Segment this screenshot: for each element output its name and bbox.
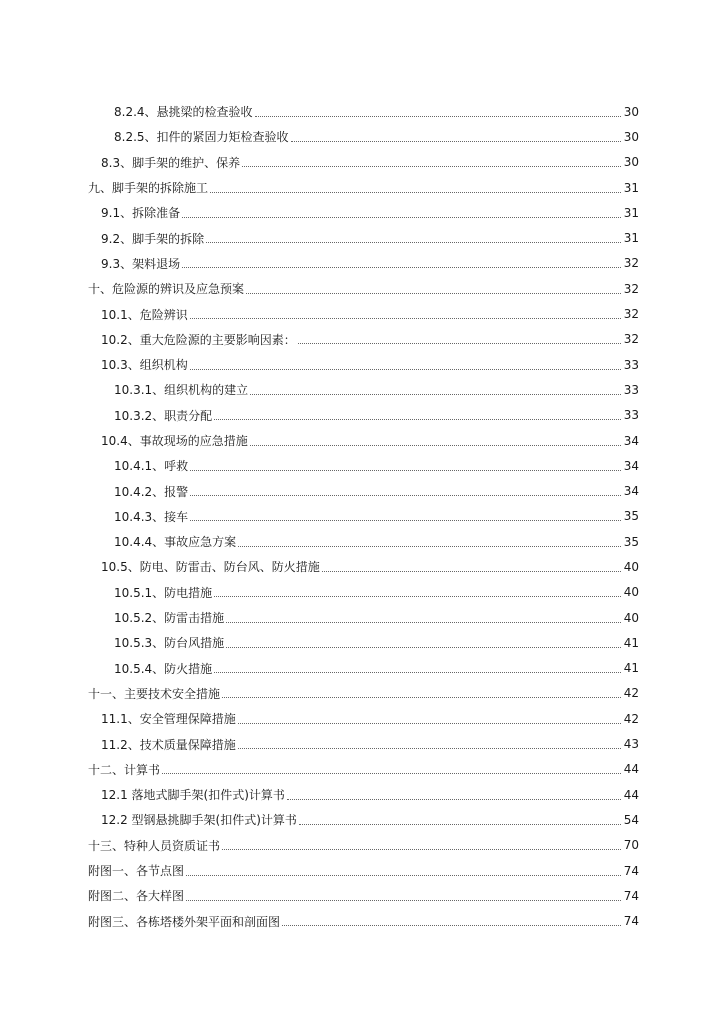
toc-entry[interactable] (0, 175, 639, 200)
toc-entry[interactable] (0, 909, 639, 934)
toc-entry[interactable] (0, 883, 639, 908)
dot-leader (299, 824, 621, 825)
toc-entry-page-number: 32 (623, 307, 639, 322)
dot-leader (186, 900, 621, 901)
toc-entry[interactable] (0, 124, 639, 149)
toc-entry-title: 9.3、架料退场 (101, 256, 181, 271)
dot-leader (298, 343, 621, 344)
toc-entry[interactable] (0, 200, 639, 225)
toc-entry[interactable] (0, 301, 639, 326)
dot-leader (214, 419, 621, 420)
dot-leader (182, 217, 621, 218)
toc-entry-title: 十三、特种人员资质证书 (88, 838, 221, 853)
dot-leader (222, 697, 621, 698)
toc-entry-page-number: 34 (623, 433, 639, 448)
dot-leader (250, 445, 621, 446)
toc-entry-page-number: 31 (623, 180, 639, 195)
dot-leader (186, 875, 621, 876)
dot-leader (287, 799, 621, 800)
toc-entry-title: 10.5、防电、防雷击、防台风、防火措施 (101, 560, 320, 575)
dot-leader (214, 672, 621, 673)
toc-entry-title: 8.2.4、悬挑梁的检查验收 (114, 105, 253, 120)
toc-entry-title: 11.2、技术质量保障措施 (101, 737, 236, 752)
dot-leader (238, 748, 621, 749)
toc-entry[interactable] (0, 630, 639, 655)
toc-entry-title: 8.2.5、扣件的紧固力矩检查验收 (114, 130, 289, 145)
toc-entry-title: 10.3、组织机构 (101, 358, 188, 373)
toc-entry-page-number: 35 (623, 534, 639, 549)
dot-leader (246, 293, 621, 294)
toc-entry-page-number: 33 (623, 408, 639, 423)
toc-entry-page-number: 40 (623, 585, 639, 600)
toc-entry-page-number: 44 (623, 787, 639, 802)
toc-entry-title: 十一、主要技术安全措施 (88, 686, 221, 701)
dot-leader (226, 622, 621, 623)
toc-entry[interactable] (0, 605, 639, 630)
toc-entry-page-number: 30 (623, 129, 639, 144)
dot-leader (182, 267, 621, 268)
toc-entry-title: 12.2 型钢悬挑脚手架(扣件式)计算书 (101, 813, 297, 828)
toc-entry-title: 10.4.3、接车 (114, 509, 189, 524)
dot-leader (162, 773, 621, 774)
toc-entry-title: 10.5.4、防火措施 (114, 661, 213, 676)
dot-leader (190, 470, 621, 471)
dot-leader (222, 849, 621, 850)
toc-entry[interactable] (0, 554, 639, 579)
toc-entry[interactable] (0, 580, 639, 605)
toc-entry-page-number: 34 (623, 484, 639, 499)
toc-entry[interactable] (0, 504, 639, 529)
dot-leader (190, 369, 621, 370)
toc-entry-title: 10.4、事故现场的应急措施 (101, 434, 248, 448)
toc-entry-page-number: 74 (623, 914, 639, 929)
toc-entry-page-number: 41 (623, 661, 639, 676)
dot-leader (238, 546, 621, 547)
toc-entry[interactable] (0, 428, 639, 453)
toc-entry[interactable] (0, 478, 639, 503)
toc-entry-page-number: 40 (623, 559, 639, 574)
toc-entry-title: 9.2、脚手架的拆除 (101, 231, 205, 246)
toc-entry-title: 11.1、安全管理保障措施 (101, 712, 236, 727)
toc-entry-title: 10.4.2、报警 (114, 484, 189, 499)
dot-leader (250, 394, 621, 395)
dot-leader (190, 318, 621, 319)
toc-entry-title: 10.1、危险辨识 (101, 307, 188, 322)
toc-entry-page-number: 74 (623, 863, 639, 878)
toc-entry-title: 9.1、拆除准备 (101, 206, 181, 221)
toc-entry-title: 10.4.4、事故应急方案 (114, 535, 237, 550)
toc-entry[interactable] (0, 731, 639, 756)
toc-entry-page-number: 31 (623, 231, 639, 246)
toc-entry-page-number: 42 (623, 686, 639, 701)
toc-entry-title: 12.1 落地式脚手架(扣件式)计算书 (101, 788, 285, 803)
dot-leader (282, 925, 621, 926)
toc-entry[interactable] (0, 225, 639, 250)
toc-entry[interactable] (0, 706, 639, 731)
dot-leader (238, 723, 621, 724)
toc-entry-title: 10.5.2、防雷击措施 (114, 611, 225, 626)
dot-leader (322, 571, 621, 572)
toc-entry-page-number: 35 (623, 509, 639, 524)
dot-leader (206, 242, 621, 243)
toc-entry[interactable] (0, 681, 639, 706)
toc-entry[interactable] (0, 327, 639, 352)
toc-entry-page-number: 31 (623, 205, 639, 220)
dot-leader (190, 520, 621, 521)
toc-entry-page-number: 40 (623, 610, 639, 625)
toc-entry-title: 10.5.1、防电措施 (114, 585, 213, 600)
toc-entry-title: 附图一、各节点图 (88, 864, 185, 879)
dot-leader (214, 596, 621, 597)
dot-leader (190, 495, 621, 496)
toc-entry[interactable] (0, 150, 639, 175)
toc-entry-page-number: 54 (623, 812, 639, 827)
dot-leader (226, 647, 621, 648)
toc-entry[interactable] (0, 782, 639, 807)
toc-entry-title: 九、脚手架的拆除施工 (88, 181, 209, 196)
toc-entry-title: 十二、计算书 (88, 762, 161, 777)
toc-entry-title: 10.4.1、呼救 (114, 459, 189, 474)
dot-leader (291, 141, 621, 142)
toc-entry-page-number: 33 (623, 382, 639, 397)
toc-entry[interactable] (0, 403, 639, 428)
dot-leader (255, 116, 621, 117)
toc-entry-page-number: 43 (623, 737, 639, 752)
toc-entry-title: 附图三、各栋塔楼外架平面和剖面图 (88, 914, 281, 929)
toc-entry-title: 8.3、脚手架的维护、保养 (101, 155, 241, 170)
toc-entry[interactable] (0, 453, 639, 478)
toc-entry-page-number: 32 (623, 281, 639, 296)
toc-entry[interactable] (0, 807, 639, 832)
toc-entry-page-number: 30 (623, 155, 639, 170)
toc-entry-page-number: 30 (623, 104, 639, 119)
toc-entry[interactable] (0, 833, 639, 858)
toc-entry-title: 10.2、重大危险源的主要影响因素： (101, 332, 296, 347)
toc-entry[interactable] (0, 352, 639, 377)
toc-entry-page-number: 34 (623, 458, 639, 473)
toc-entry-page-number: 32 (623, 256, 639, 271)
dot-leader (242, 166, 621, 167)
toc-entry[interactable] (0, 251, 639, 276)
toc-entry[interactable] (0, 99, 639, 124)
toc-entry-title: 10.3.1、组织机构的建立 (114, 383, 249, 398)
toc-entry-page-number: 44 (623, 762, 639, 777)
toc-entry[interactable] (0, 757, 639, 782)
toc-entry-page-number: 42 (623, 711, 639, 726)
toc-entry-page-number: 70 (623, 838, 639, 853)
toc-entry-page-number: 33 (623, 357, 639, 372)
toc-entry[interactable] (0, 377, 639, 402)
toc-entry-page-number: 32 (623, 332, 639, 347)
toc-entry[interactable] (0, 529, 639, 554)
toc-entry[interactable] (0, 276, 639, 301)
toc-entry-title: 十、危险源的辨识及应急预案 (88, 282, 245, 297)
dot-leader (210, 192, 621, 193)
table-of-contents (0, 99, 724, 934)
toc-entry[interactable] (0, 858, 639, 883)
toc-entry-page-number: 41 (623, 635, 639, 650)
toc-entry-title: 10.3.2、职责分配 (114, 408, 213, 423)
toc-entry[interactable] (0, 656, 639, 681)
toc-entry-title: 附图二、各大样图 (88, 889, 185, 904)
toc-entry-page-number: 74 (623, 888, 639, 903)
toc-entry-title: 10.5.3、防台风措施 (114, 636, 225, 651)
